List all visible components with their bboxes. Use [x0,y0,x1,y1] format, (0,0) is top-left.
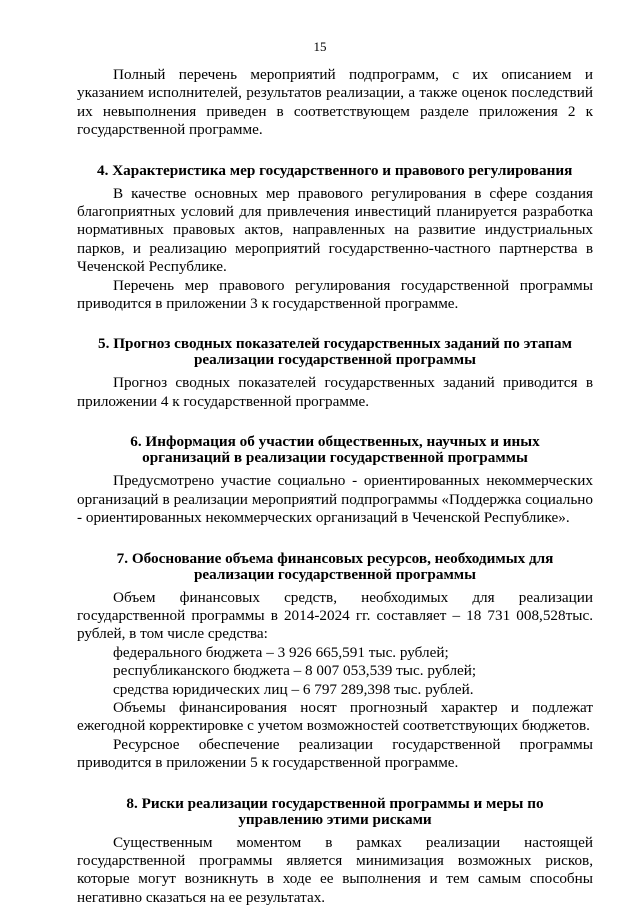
section-4-paragraph-1: В качестве основных мер правового регулирования в сфере создания благоприятных условий для привлечения инвестиций планируется разработка нормативных правовых актов, направленных на развитие индустриальных парков, и реализацию мероприятий государственно-частного партнерства в Чеченской Республике. [77,184,593,276]
section-6-title: 6. Информация об участии общественных, научных и иных организаций в реализации государственной программы [130,433,540,467]
section-5-title: 5. Прогноз сводных показателей государственных заданий по этапам реализации государственной программы [98,335,572,369]
section-7-paragraph-3: Ресурсное обеспечение реализации государственной программы приводится в приложении 5 к государственной программе. [77,735,593,772]
section-6 [77,434,593,527]
document-body [77,66,593,907]
section-5 [77,336,593,411]
page-number: 15 [313,39,327,54]
section-4 [77,163,593,314]
section-8 [77,796,593,907]
funding-republic: республиканского бюджета – 8 007 053,539 тыс. рублей; [113,662,477,680]
section-8-title: 8. Риски реализации государственной программы и меры по управлению этими рисками [126,794,544,828]
funding-federal: федерального бюджета – 3 926 665,591 тыс. рублей; [113,643,449,661]
section-7-paragraph-2: Объемы финансирования носят прогнозный характер и подлежат ежегодной корректировке с учетом возможностей соответствующих бюджетов. [77,698,593,735]
intro-paragraph: Полный перечень мероприятий подпрограмм, с их описанием и указанием исполнителей, результатов реализации, а также оценок последствий их невыполнения приведен в соответствующем разделе приложения 2 к государственной программе. [77,66,593,139]
section-4-paragraph-2: Перечень мер правового регулирования государственной программы приводится в приложении 3 к государственной программе. [77,276,593,313]
section-6-paragraph-1: Предусмотрено участие социально - ориентированных некоммерческих организаций в реализации мероприятий подпрограммы «Поддержка социально - ориентированных некоммерческих организаций в Чеченской Республике». [77,472,593,527]
funding-legal-entities: средства юридических лиц – 6 797 289,398 тыс. рублей. [113,680,474,698]
section-4-title: 4. Характеристика мер государственного и правового регулирования [97,161,573,179]
section-8-paragraph-1: Существенным моментом в рамках реализации настоящей государственной программы является минимизация возможных рисков, которые могут возникнуть в ходе ее выполнения и тем самым способны негативно сказаться на ее результатах. [77,833,593,906]
section-7-paragraph-1: Объем финансовых средств, необходимых для реализации государственной программы в 2014-2024 гг. составляет – 18 731 008,528тыс. рублей, в том числе средства: [77,588,593,643]
section-7 [77,551,593,773]
section-5-paragraph-1: Прогноз сводных показателей государственных заданий приводится в приложении 4 к государственной программе. [77,374,593,410]
section-7-title: 7. Обоснование объема финансовых ресурсов, необходимых для реализации государственной программы [116,549,554,583]
